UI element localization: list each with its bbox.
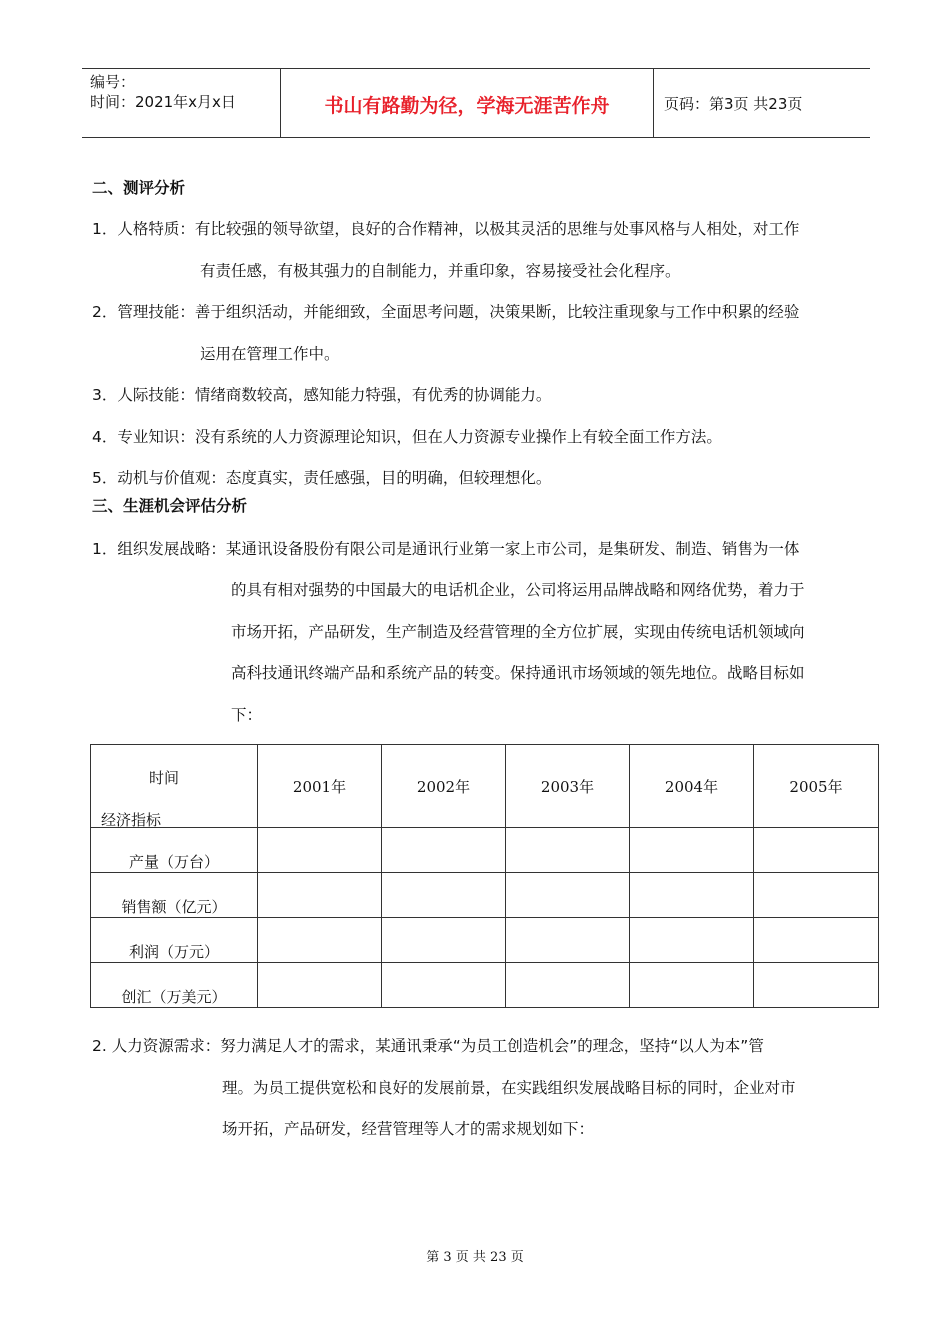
paragraph-line: 2. 人力资源需求：努力满足人才的需求，某通讯秉承“为员工创造机会”的理念，坚持“以人为本”管 [92,1037,764,1055]
table-cell [754,963,879,1008]
table-cell [258,918,382,963]
paragraph-line: 4．专业知识：没有系统的人力资源理论知识，但在人力资源专业操作上有较全面工作方法。 [92,428,722,446]
row-label-cell [91,963,258,1008]
table-cell [382,828,506,873]
page-header [82,68,870,138]
table-header-row [91,745,879,828]
paragraph-line: 高科技通讯终端产品和系统产品的转变。保持通讯市场领域的领先地位。战略目标如 [231,664,805,682]
table-cell [382,873,506,918]
paragraph-line: 市场开拓，产品研发，生产制造及经营管理的全方位扩展，实现由传统电话机领域向 [231,623,805,641]
table-cell [754,918,879,963]
table-corner-cell [91,745,258,828]
paragraph-line: 的具有相对强势的中国最大的电话机企业，公司将运用品牌战略和网络优势，着力于 [231,581,805,599]
table-cell [754,828,879,873]
table-cell [506,963,630,1008]
row-label-cell [91,918,258,963]
corner-indicator-label: 经济指标 [101,811,162,829]
doc-number-label: 编号： [90,73,136,91]
paragraph-line: 2．管理技能：善于组织活动，并能细致，全面思考问题，决策果断，比较注重现象与工作中积累的经验 [92,303,800,321]
paragraph-line: 运用在管理工作中。 [200,345,340,363]
table-cell [258,828,382,873]
row-label: 创汇（万美元） [121,988,227,1006]
table-cell [258,963,382,1008]
table-cell [630,963,754,1008]
paragraph-line: 场开拓，产品研发，经营管理等人才的需求规划如下： [222,1120,595,1138]
paragraph-line: 理。为员工提供宽松和良好的发展前景，在实践组织发展战略目标的同时，企业对市 [222,1079,796,1097]
row-label: 产量（万台） [128,853,219,871]
table-cell [258,873,382,918]
table-cell [382,918,506,963]
row-label-cell [91,828,258,873]
table-row [91,873,879,918]
doc-time-label: 时间：2021年x月x日 [90,93,236,111]
page-info: 页码：第3页 共23页 [664,95,803,113]
table-cell [506,873,630,918]
table-row [91,918,879,963]
paragraph-line: 下： [231,706,263,724]
header-motto-cell [281,69,654,137]
table-cell [630,828,754,873]
paragraph-line: 5．动机与价值观：态度真实，责任感强，目的明确，但较理想化。 [92,469,552,487]
table-cell [506,828,630,873]
table-row [91,828,879,873]
strategy-target-table [90,744,879,1008]
page-footer: 第 3 页 共 23 页 [426,1250,524,1265]
row-label-cell [91,873,258,918]
year-header: 2005年 [754,745,879,828]
paragraph-line: 3．人际技能：情绪商数较高，感知能力特强，有优秀的协调能力。 [92,386,552,404]
corner-time-label: 时间 [149,769,180,787]
row-label: 利润（万元） [128,943,219,961]
paragraph-line: 1．组织发展战略：某通讯设备股份有限公司是通讯行业第一家上市公司，是集研发、制造、销售为一体 [92,540,800,558]
table-cell [754,873,879,918]
header-meta-cell [82,69,281,137]
motto: 书山有路勤为径，学海无涯苦作舟 [324,95,610,117]
table-cell [630,873,754,918]
table-cell [506,918,630,963]
row-label: 销售额（亿元） [121,898,227,916]
year-header: 2002年 [382,745,506,828]
section-title-career: 三、生涯机会评估分析 [92,497,248,515]
year-header: 2003年 [506,745,630,828]
paragraph-line: 有责任感，有极其强力的自制能力，并重印象，容易接受社会化程序。 [200,262,681,280]
year-header: 2001年 [258,745,382,828]
year-header: 2004年 [630,745,754,828]
section-title-evaluation: 二、测评分析 [92,179,186,197]
header-page-cell [654,69,870,137]
table-row [91,963,879,1008]
paragraph-line: 1．人格特质：有比较强的领导欲望，良好的合作精神，以极其灵活的思维与处事风格与人相处，对工作 [92,220,800,238]
table-cell [630,918,754,963]
table-cell [382,963,506,1008]
